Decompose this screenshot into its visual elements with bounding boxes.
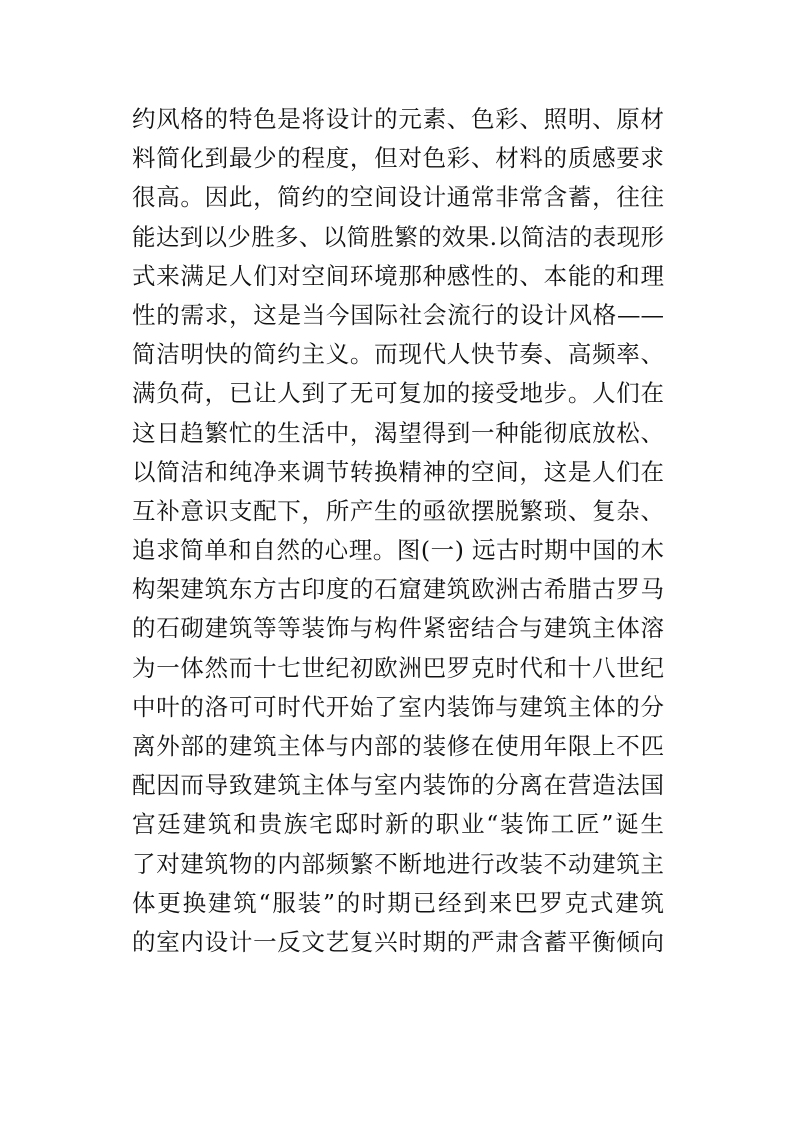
text-line: 性的需求，这是当今国际社会流行的设计风格——	[132, 300, 664, 329]
text-line: 了对建筑物的内部频繁不断地进行改装不动建筑主	[132, 849, 664, 878]
text-line: 的石砌建筑等等装饰与构件紧密结合与建筑主体溶	[132, 614, 664, 643]
text-line: 满负荷，已让人到了无可复加的接受地步。人们在	[132, 379, 664, 408]
text-line: 料简化到最少的程度，但对色彩、材料的质感要求	[132, 144, 664, 173]
text-line: 构架建筑东方古印度的石窟建筑欧洲古希腊古罗马	[132, 575, 664, 604]
text-line: 中叶的洛可可时代开始了室内装饰与建筑主体的分	[132, 692, 664, 721]
text-line: 的室内设计一反文艺复兴时期的严肃含蓄平衡倾向	[132, 927, 664, 956]
text-line: 能达到以少胜多、以简胜繁的效果.以简洁的表现形	[132, 222, 664, 251]
text-line: 追求简单和自然的心理。图(一) 远古时期中国的木	[132, 536, 664, 565]
text-line: 为一体然而十七世纪初欧洲巴罗克时代和十八世纪	[132, 653, 664, 682]
text-line: 这日趋繁忙的生活中，渴望得到一种能彻底放松、	[132, 418, 664, 447]
text-line: 离外部的建筑主体与内部的装修在使用年限上不匹	[132, 732, 664, 760]
body-text	[132, 100, 664, 962]
text-line: 约风格的特色是将设计的元素、色彩、照明、原材	[132, 105, 664, 133]
text-line: 很高。因此，简约的空间设计通常非常含蓄，往往	[132, 183, 664, 212]
text-line: 互补意识支配下，所产生的亟欲摆脱繁琐、复杂、	[132, 496, 664, 525]
text-line: 以简洁和纯净来调节转换精神的空间，这是人们在	[132, 457, 664, 486]
text-line: 简洁明快的简约主义。而现代人快节奏、高频率、	[132, 340, 664, 369]
text-line: 配因而导致建筑主体与室内装饰的分离在营造法国	[132, 771, 664, 800]
text-line: 体更换建筑“服装”的时期已经到来巴罗克式建筑	[132, 888, 664, 917]
text-line: 式来满足人们对空间环境那种感性的、本能的和理	[132, 261, 664, 290]
text-line: 宫廷建筑和贵族宅邸时新的职业“装饰工匠”诞生	[132, 810, 664, 839]
